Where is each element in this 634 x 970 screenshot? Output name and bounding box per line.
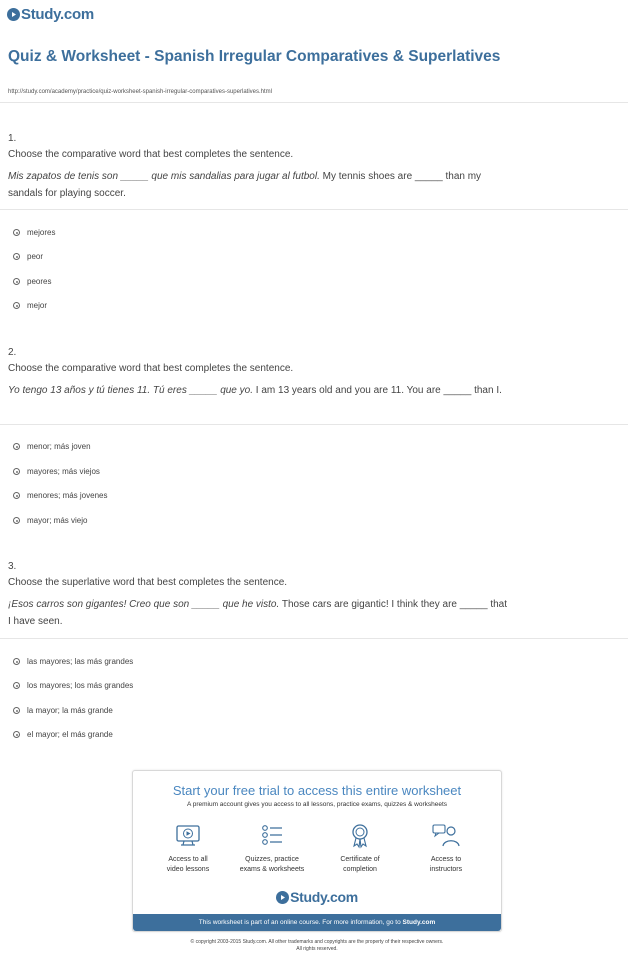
question-1-option-3[interactable] — [13, 277, 51, 286]
question-1-spanish: Mis zapatos de tenis son _____ que mis sandalias para jugar al futbol. — [8, 171, 320, 182]
question-1-option-4[interactable] — [13, 301, 47, 310]
question-2-english: I am 13 years old and you are 11. You are _____ than I. — [253, 385, 502, 396]
divider — [0, 102, 628, 103]
feature-video-lessons — [151, 821, 225, 875]
question-2-sentence — [8, 382, 508, 399]
radio-icon[interactable] — [13, 443, 20, 450]
logo-text: Study.com — [21, 6, 94, 23]
option-label: el mayor; el más grande — [27, 730, 113, 739]
copyright-line: © copyright 2003-2015 Study.com. All other trademarks and copyrights are the property of their respective owners. — [190, 939, 444, 945]
question-2-prompt: Choose the comparative word that best completes the sentence. — [8, 363, 294, 374]
option-label: los mayores; los más grandes — [27, 681, 134, 690]
course-info-bar — [133, 914, 501, 931]
question-3-option-3[interactable] — [13, 706, 113, 715]
course-info-link[interactable]: Study.com — [402, 919, 436, 926]
option-label: la mayor; la más grande — [27, 706, 113, 715]
question-2-option-3[interactable] — [13, 491, 107, 500]
promo-study-logo[interactable] — [133, 889, 501, 905]
option-label: mayores; más viejos — [27, 467, 100, 476]
option-label: mejor — [27, 301, 48, 310]
option-label: menor; más joven — [27, 442, 91, 451]
radio-icon[interactable] — [13, 278, 20, 285]
question-3-option-2[interactable] — [13, 681, 133, 690]
question-2-option-4[interactable] — [13, 516, 87, 525]
divider — [0, 209, 628, 210]
copyright-footer — [117, 939, 517, 953]
question-1-option-2[interactable] — [13, 252, 43, 261]
play-icon — [276, 891, 289, 904]
question-2-option-2[interactable] — [13, 467, 100, 476]
radio-icon[interactable] — [13, 707, 20, 714]
feature-line: Access to — [430, 856, 462, 863]
option-label: peor — [27, 252, 44, 261]
divider — [0, 638, 628, 639]
promo-headline[interactable]: Start your free trial to access this entire worksheet — [172, 783, 462, 798]
question-3-number: 3. — [8, 561, 17, 572]
radio-icon[interactable] — [13, 731, 20, 738]
option-label: las mayores; las más grandes — [27, 657, 134, 666]
feature-quizzes — [235, 821, 309, 875]
feature-line: Quizzes, practice — [245, 856, 299, 863]
promo-subline: A premium account gives you access to all lessons, practice exams, quizzes & worksheets — [186, 801, 448, 808]
video-lesson-icon — [174, 821, 202, 849]
radio-icon[interactable] — [13, 517, 20, 524]
question-1-prompt: Choose the comparative word that best completes the sentence. — [8, 149, 294, 160]
question-1-english: My tennis shoes are _____ than my sandals for playing soccer. — [8, 171, 482, 199]
question-2-spanish: Yo tengo 13 años y tú tienes 11. Tú eres _____ que yo. — [8, 385, 253, 396]
radio-icon[interactable] — [13, 229, 20, 236]
radio-icon[interactable] — [13, 253, 20, 260]
page-url: http://study.com/academy/practice/quiz-worksheet-spanish-irregular-comparatives-superlatives.html — [8, 89, 272, 95]
radio-icon[interactable] — [13, 492, 20, 499]
option-label: mayor; más viejo — [27, 516, 88, 525]
feature-line: instructors — [429, 866, 463, 873]
play-icon — [7, 8, 20, 21]
free-trial-promo[interactable] — [132, 770, 502, 932]
question-1-number: 1. — [8, 133, 17, 144]
question-3-option-1[interactable] — [13, 657, 133, 666]
question-3-spanish: ¡Esos carros son gigantes! Creo que son _____ que he visto. — [8, 599, 280, 610]
promo-logo-text: Study.com — [290, 889, 358, 905]
question-1-option-1[interactable] — [13, 228, 55, 237]
radio-icon[interactable] — [13, 658, 20, 665]
question-2-option-1[interactable] — [13, 442, 91, 451]
feature-line: exams & worksheets — [239, 866, 305, 873]
feature-certificate — [323, 821, 397, 875]
option-label: mejores — [27, 228, 56, 237]
instructor-icon — [431, 821, 461, 849]
question-3-sentence — [8, 596, 508, 630]
feature-line: Certificate of — [340, 856, 380, 863]
feature-instructors — [409, 821, 483, 875]
certificate-icon — [346, 821, 374, 849]
question-2-number: 2. — [8, 347, 17, 358]
feature-line: Access to all — [168, 856, 208, 863]
study-logo[interactable] — [7, 6, 94, 23]
question-3-option-4[interactable] — [13, 730, 113, 739]
question-1-sentence — [8, 168, 508, 202]
question-3-prompt: Choose the superlative word that best completes the sentence. — [8, 577, 288, 588]
question-3-english: Those cars are gigantic! I think they are _____ that I have seen. — [8, 599, 508, 627]
course-info-text: This worksheet is part of an online course. For more information, go to — [198, 919, 403, 926]
divider — [0, 424, 628, 425]
radio-icon[interactable] — [13, 468, 20, 475]
copyright-line: All rights reserved. — [296, 946, 338, 952]
page-title: Quiz & Worksheet - Spanish Irregular Comparatives & Superlatives — [8, 48, 501, 65]
feature-line: video lessons — [166, 866, 210, 873]
option-label: menores; más jovenes — [27, 491, 108, 500]
feature-line: completion — [343, 866, 377, 873]
radio-icon[interactable] — [13, 302, 20, 309]
quiz-list-icon — [258, 821, 286, 849]
option-label: peores — [27, 277, 52, 286]
radio-icon[interactable] — [13, 682, 20, 689]
